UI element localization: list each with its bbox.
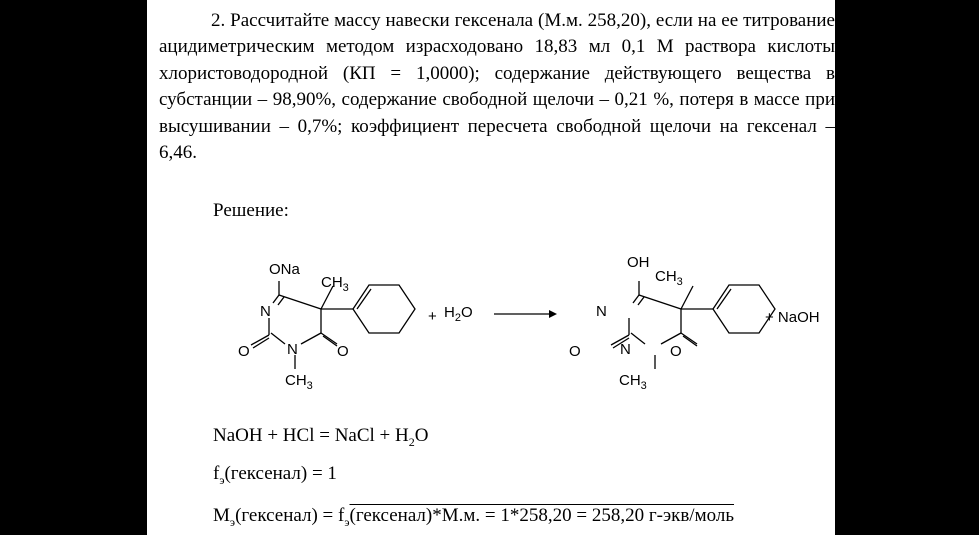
reagent-plus: + <box>428 308 437 325</box>
left-ona-label: ONa <box>269 261 300 278</box>
equivalence-factor-line: $f_э(гексенал) = 1$ <box>213 463 337 487</box>
reaction-scheme <box>147 243 835 405</box>
equivalent-mass-line: $М_э(гексенал)$ = $f_э(гексенал)*М.м$. = 1*258,20 = 258,20 г-экв/моль <box>213 505 735 529</box>
left-ch3-bottom-label: $CH_3$ <box>285 372 313 392</box>
left-n-ring-label: N <box>260 303 271 320</box>
reagent-water: $H_2O$ <box>444 304 473 324</box>
left-ch3-top-label: $CH_3$ <box>321 274 349 294</box>
left-o-left-label: O <box>238 343 250 360</box>
product-naoh: + NaOH <box>765 309 820 326</box>
document-page <box>147 0 835 535</box>
solution-heading: Решение: <box>213 200 289 221</box>
right-ch3-top-label: $CH_3$ <box>655 268 683 288</box>
right-n-bottom-label: N <box>620 341 631 358</box>
neutralization-equation: NaOH + HCl = NaCl + $H_2O$ <box>213 425 429 449</box>
problem-text: 2. Рассчитайте массу навески гексенала (М.м. 258,20), если на ее титрование ацидиметрическим методом израсходовано 18,83 мл 0,1 М раствора кислоты хлористоводородной (КП = 1,0000); содержание действующего вещества в субстанции – 98,90%, содержание свободной щелочи – 0,21 %, потеря в массе при высушивании – 0,7%; коэффициент пересчета свободной щелочи на гексенал – 6,46. <box>159 10 835 164</box>
left-o-right-label: O <box>337 343 349 360</box>
right-n-ring-label: N <box>596 303 607 320</box>
right-oh-label: OH <box>627 254 650 271</box>
right-o-left-label: O <box>569 343 581 360</box>
right-ch3-bottom-label: $CH_3$ <box>619 372 647 392</box>
left-n-bottom-label: N <box>287 341 298 358</box>
right-o-right-label: O <box>670 343 682 360</box>
